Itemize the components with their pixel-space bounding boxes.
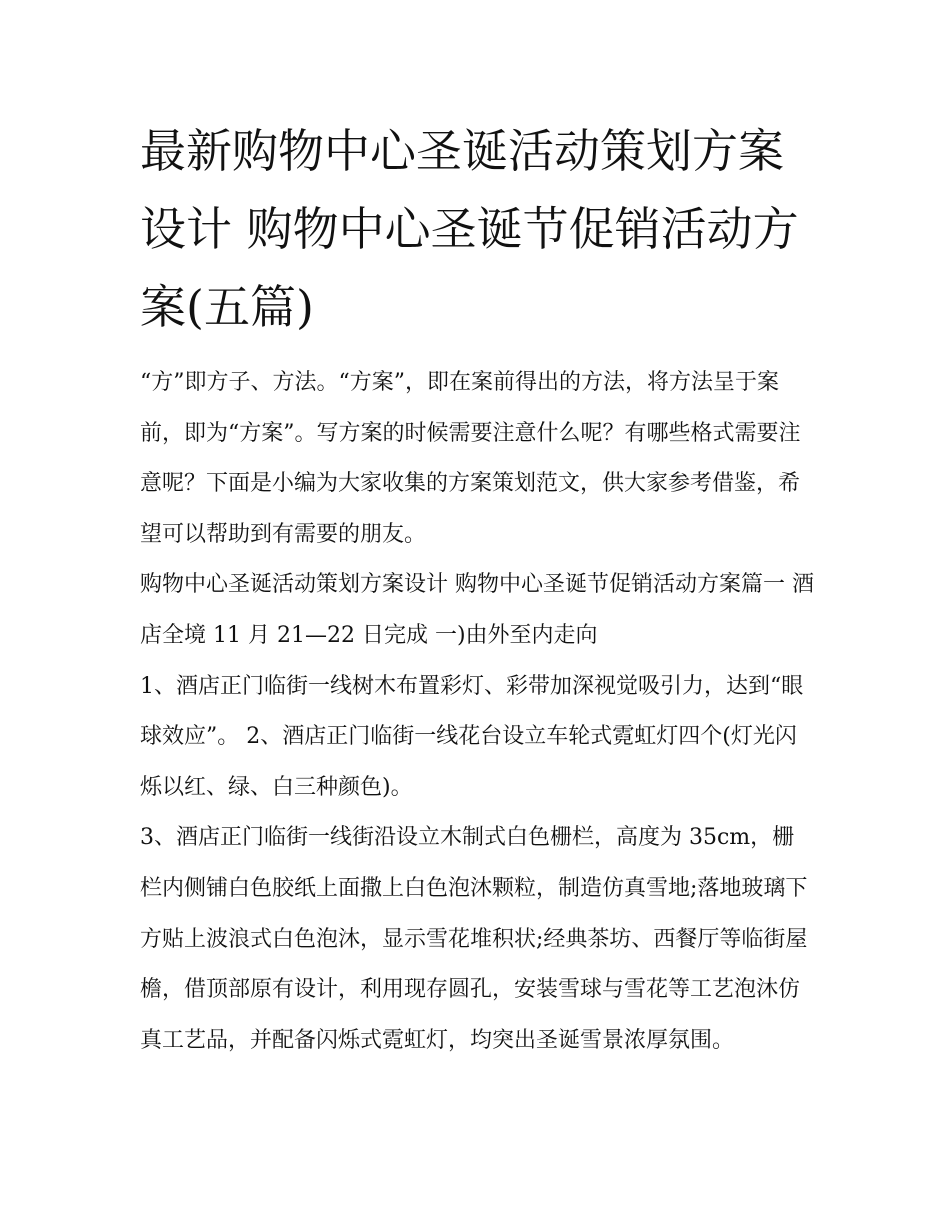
document-title: 最新购物中心圣诞活动策划方案设计 购物中心圣诞节促销活动方案(五篇) [140, 124, 799, 334]
section-heading-paragraph: 购物中心圣诞活动策划方案设计 购物中心圣诞节促销活动方案篇一 酒店全境 11 月 21—22 日完成 一)由外至内走向 [140, 572, 814, 648]
item-3-paragraph: 3、酒店正门临街一线街沿设立木制式白色栅栏，高度为 35cm，栅栏内侧铺白色胶纸上面撒上白色泡沐颗粒，制造仿真雪地;落地玻璃下方贴上波浪式白色泡沐，显示雪花堆积状;经典茶坊、西餐厅等临街屋檐，借顶部原有设计，利用现存圆孔，安装雪球与雪花等工艺泡沐仿真工艺品，并配备闪烁式霓虹灯，均突出圣诞雪景浓厚氛围。 [140, 825, 808, 1053]
intro-paragraph: “方”即方子、方法。“方案”，即在案前得出的方法，将方法呈于案前，即为“方案”。写方案的时候需要注意什么呢？有哪些格式需要注意呢？下面是小编为大家收集的方案策划范文，供大家参考借鉴，希望可以帮助到有需要的朋友。 [140, 370, 801, 547]
item-1-2-paragraph: 1、酒店正门临街一线树木布置彩灯、彩带加深视觉吸引力，达到“眼球效应”。 2、酒店正门临街一线花台设立车轮式霓虹灯四个(灯光闪烁以红、绿、白三种颜色)。 [140, 673, 804, 800]
document-body [140, 112, 816, 1066]
